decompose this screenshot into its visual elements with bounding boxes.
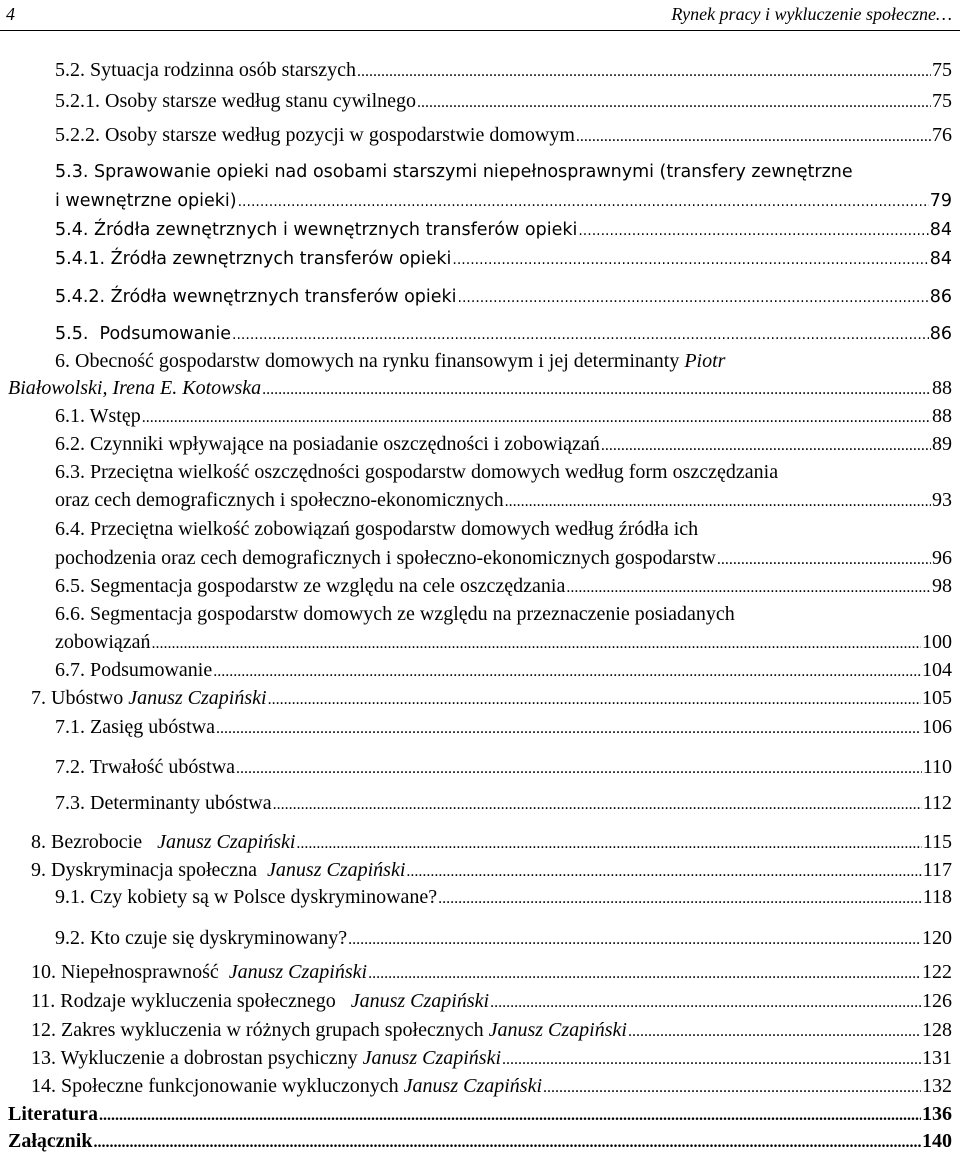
toc-entry-page: 117 (922, 859, 952, 881)
toc-entry[interactable] (0, 657, 960, 685)
page-number: 4 (6, 4, 15, 24)
toc-entry-number: 9. (31, 859, 46, 881)
toc-entry-page: 86 (929, 287, 952, 307)
toc-entry-author: Janusz Czapiński (267, 859, 406, 881)
dot-leader (406, 859, 921, 885)
toc-entry-number: 11. (31, 990, 56, 1012)
toc-entry-author: Janusz Czapiński (228, 961, 368, 983)
toc-entry-number: 5.4.2. (55, 287, 106, 307)
dot-leader (262, 377, 931, 403)
toc-entry-number: 13. (31, 1047, 56, 1069)
dot-leader (417, 90, 931, 116)
toc-entry-page: 100 (922, 631, 952, 653)
toc-entry[interactable] (0, 829, 960, 857)
dot-leader (236, 756, 922, 782)
toc-entry-page: 128 (922, 1019, 952, 1041)
dot-leader (93, 1130, 921, 1156)
toc-entry-page: 86 (929, 324, 952, 344)
toc-entry-title: Sprawowanie opieki nad osobami starszymi niepełnosprawnymi (transfery zewnętrzne (93, 162, 853, 182)
dot-leader (238, 189, 929, 215)
toc-entry[interactable] (0, 1017, 960, 1045)
toc-entry-page: 98 (932, 575, 952, 597)
toc-entry-page: 79 (929, 191, 952, 211)
toc-entry-title-continued: i wewnętrzne opieki) (55, 191, 237, 211)
toc-entry[interactable] (0, 1045, 960, 1073)
toc-entry-number: 6.6. (55, 603, 85, 625)
toc-entry-author: Janusz Czapiński (403, 1075, 543, 1097)
toc-entry-number: 5.2.1. (55, 90, 100, 112)
toc-entry-page: 93 (932, 489, 952, 511)
toc-entry-page: 88 (932, 377, 952, 399)
dot-leader (232, 322, 929, 348)
toc-entry-author: Janusz Czapiński (128, 687, 267, 709)
toc-entry-author: Janusz Czapiński (157, 831, 296, 853)
dot-leader (505, 489, 931, 515)
dot-leader (273, 792, 922, 818)
toc-entry-title: Osoby starsze według stanu cywilnego (105, 90, 417, 112)
toc-entry[interactable] (0, 754, 960, 782)
dot-leader (216, 716, 921, 742)
dot-leader (357, 59, 931, 85)
toc-entry[interactable] (0, 884, 960, 912)
dot-leader (601, 433, 931, 459)
toc-entry-page: 96 (932, 547, 952, 569)
dot-leader (502, 1047, 921, 1073)
toc-entry[interactable] (0, 601, 960, 657)
toc-entry-title: Rodzaje wykluczenia społecznego (60, 990, 336, 1012)
toc-entry-number: 6.2. (55, 433, 85, 455)
toc-entry-title: Źródła zewnętrznych transferów opieki (110, 249, 452, 269)
toc-entry-title: Czynniki wpływające na posiadanie oszczędności i zobowiązań (90, 433, 600, 455)
toc-entry-title: Sytuacja rodzinna osób starszych (90, 59, 357, 81)
toc-entry-title: Zasięg ubóstwa (90, 716, 215, 738)
toc-entry-author: Janusz Czapiński (488, 1019, 627, 1041)
dot-leader (458, 285, 929, 311)
toc-entry-number: 7.1. (55, 716, 85, 738)
toc-entry[interactable] (0, 790, 960, 818)
toc-entry-title: Załącznik (8, 1130, 93, 1152)
toc-entry-number: 10. (31, 961, 56, 983)
dot-leader (438, 886, 922, 912)
toc-entry-number: 8. (31, 831, 46, 853)
toc-entry[interactable] (0, 459, 960, 515)
toc-entry[interactable] (0, 516, 960, 572)
toc-entry-page: 126 (922, 990, 952, 1012)
dot-leader (296, 831, 921, 857)
toc-entry-title: Zakres wykluczenia w różnych grupach społecznych (61, 1019, 484, 1041)
toc-entry[interactable] (0, 714, 960, 742)
toc-entry-page: 118 (922, 886, 952, 908)
toc-entry[interactable] (0, 685, 960, 713)
toc-entry[interactable] (0, 321, 960, 349)
dot-leader (99, 1103, 921, 1129)
toc-entry-number: 5.4.1. (55, 249, 106, 269)
toc-entry-title: Literatura (8, 1103, 98, 1125)
toc-entry-title: Obecność gospodarstw domowych na rynku finansowym i jej determinanty (75, 350, 680, 372)
toc-entry-author: Janusz Czapiński (350, 990, 490, 1012)
toc-entry-number: 6.1. (55, 405, 85, 427)
toc-entry-page: 131 (922, 1047, 952, 1069)
toc-entry-title: Trwałość ubóstwa (89, 756, 236, 778)
dot-leader (213, 659, 921, 685)
toc-entry-title: Przeciętna wielkość oszczędności gospodarstw domowych według form oszczędzania (90, 461, 779, 483)
dot-leader (628, 1019, 921, 1045)
toc-entry[interactable] (0, 857, 960, 885)
toc-entry[interactable] (0, 57, 960, 85)
toc-entry-number: 6.7. (55, 659, 85, 681)
dot-leader (578, 218, 928, 244)
toc-entry-title: Społeczne funkcjonowanie wykluczonych (61, 1075, 399, 1097)
toc-entry-page: 104 (922, 659, 952, 681)
toc-entry-number: 7. (31, 687, 46, 709)
toc-entry-zalacznik[interactable] (0, 1128, 960, 1156)
toc-entry-page: 110 (922, 756, 952, 778)
dot-leader (717, 547, 931, 573)
toc-entry-author: Janusz Czapiński (362, 1047, 502, 1069)
toc-entry[interactable] (0, 122, 960, 150)
toc-entry-number: 5.4. (55, 220, 89, 240)
toc-entry-page: 132 (922, 1075, 952, 1097)
toc-entry-title: Ubóstwo (51, 687, 124, 709)
toc-entry-title-continued: oraz cech demograficznych i społeczno-ekonomicznych (55, 489, 504, 511)
toc-entry-number: 7.2. (55, 756, 85, 778)
toc-entry[interactable] (0, 959, 960, 987)
toc-entry[interactable] (0, 431, 960, 459)
toc-entry[interactable] (0, 1073, 960, 1101)
toc-entry[interactable] (0, 246, 960, 274)
toc-entry-page: 75 (932, 90, 952, 112)
toc-entry-number: 14. (31, 1075, 56, 1097)
toc-entry[interactable] (0, 403, 960, 431)
toc-entry-page: 105 (922, 687, 952, 709)
toc-entry-number: 9.1. (55, 886, 85, 908)
toc-entry-number: 5.2.2. (55, 124, 100, 146)
toc-entry-title: Źródła wewnętrznych transferów opieki (110, 287, 457, 307)
toc-entry-number: 7.3. (55, 792, 85, 814)
toc-entry-page: 140 (922, 1130, 952, 1152)
toc-entry-title-continued: pochodzenia oraz cech demograficznych i społeczno-ekonomicznych gospodarstw (55, 547, 716, 569)
dot-leader (348, 927, 921, 953)
dot-leader (543, 1075, 921, 1101)
toc-entry-page: 76 (932, 124, 952, 146)
toc-entry-page: 84 (929, 220, 952, 240)
toc-entry-title: Podsumowanie (99, 324, 232, 344)
toc-entry-title: Niepełnosprawność (61, 961, 219, 983)
toc-entry-number: 6.4. (55, 518, 85, 540)
toc-entry-number: 5.2. (55, 59, 85, 81)
toc-entry[interactable] (0, 217, 960, 245)
toc-entry-page: 115 (922, 831, 952, 853)
toc-entry-page: 136 (922, 1103, 952, 1125)
toc-entry-title: Kto czuje się dyskryminowany? (90, 927, 348, 949)
toc-entry-number: 6.3. (55, 461, 85, 483)
toc-entry-title: Determinanty ubóstwa (90, 792, 272, 814)
toc-entry-page: 88 (932, 405, 952, 427)
running-title: Rynek pracy i wykluczenie społeczne… (671, 4, 952, 24)
toc-entry-number: 12. (31, 1019, 56, 1041)
toc-entry[interactable] (0, 573, 960, 601)
toc-entry[interactable] (0, 988, 960, 1016)
toc-entry-literatura[interactable] (0, 1101, 960, 1129)
toc-entry-page: 89 (932, 433, 952, 455)
toc-entry-title: Podsumowanie (90, 659, 213, 681)
toc-entry-title: Segmentacja gospodarstw ze względu na cele oszczędzania (90, 575, 566, 597)
toc-entry-title: Przeciętna wielkość zobowiązań gospodarstw domowych według źródła ich (90, 518, 699, 540)
toc-entry-number: 6.5. (55, 575, 85, 597)
toc-entry-title: Czy kobiety są w Polsce dyskryminowane? (90, 886, 438, 908)
dot-leader (142, 405, 931, 431)
dot-leader (576, 124, 931, 150)
dot-leader (368, 961, 921, 987)
dot-leader (452, 247, 928, 273)
toc-entry-number: 6. (55, 350, 70, 372)
toc-entry-author-continued: Białowolski, Irena E. Kotowska (8, 377, 262, 399)
toc-entry-number: 5.5. (55, 324, 89, 344)
toc-entry-title-continued: zobowiązań (55, 631, 151, 653)
toc-entry[interactable] (0, 159, 960, 215)
toc-entry-title: Wykluczenie a dobrostan psychiczny (60, 1047, 358, 1069)
toc-entry-title: Dyskryminacja społeczna (51, 859, 258, 881)
toc-entry[interactable] (0, 284, 960, 312)
toc-entry-title: Osoby starsze według pozycji w gospodarstwie domowym (105, 124, 575, 146)
dot-leader (490, 990, 921, 1016)
toc-entry-page: 120 (922, 927, 952, 949)
dot-leader (268, 687, 921, 713)
toc-entry-page: 75 (932, 59, 952, 81)
toc-entry-number: 5.3. (55, 162, 89, 182)
toc-entry-page: 84 (929, 249, 952, 269)
toc-entry-page: 106 (922, 716, 952, 738)
toc-entry[interactable] (0, 348, 960, 404)
toc-entry-number: 9.2. (55, 927, 85, 949)
toc-entry-title: Źródła zewnętrznych i wewnętrznych transferów opieki (93, 220, 578, 240)
toc-entry[interactable] (0, 88, 960, 116)
toc-entry-title: Segmentacja gospodarstw domowych ze względu na przeznaczenie posiadanych (90, 603, 735, 625)
toc-entry-author: Piotr (684, 350, 726, 372)
dot-leader (152, 631, 921, 657)
toc-entry-title: Wstęp (89, 405, 141, 427)
toc-entry-page: 122 (922, 961, 952, 983)
dot-leader (566, 575, 931, 601)
toc-entry-page: 112 (922, 792, 952, 814)
toc-entry-title: Bezrobocie (51, 831, 143, 853)
toc-entry[interactable] (0, 925, 960, 953)
